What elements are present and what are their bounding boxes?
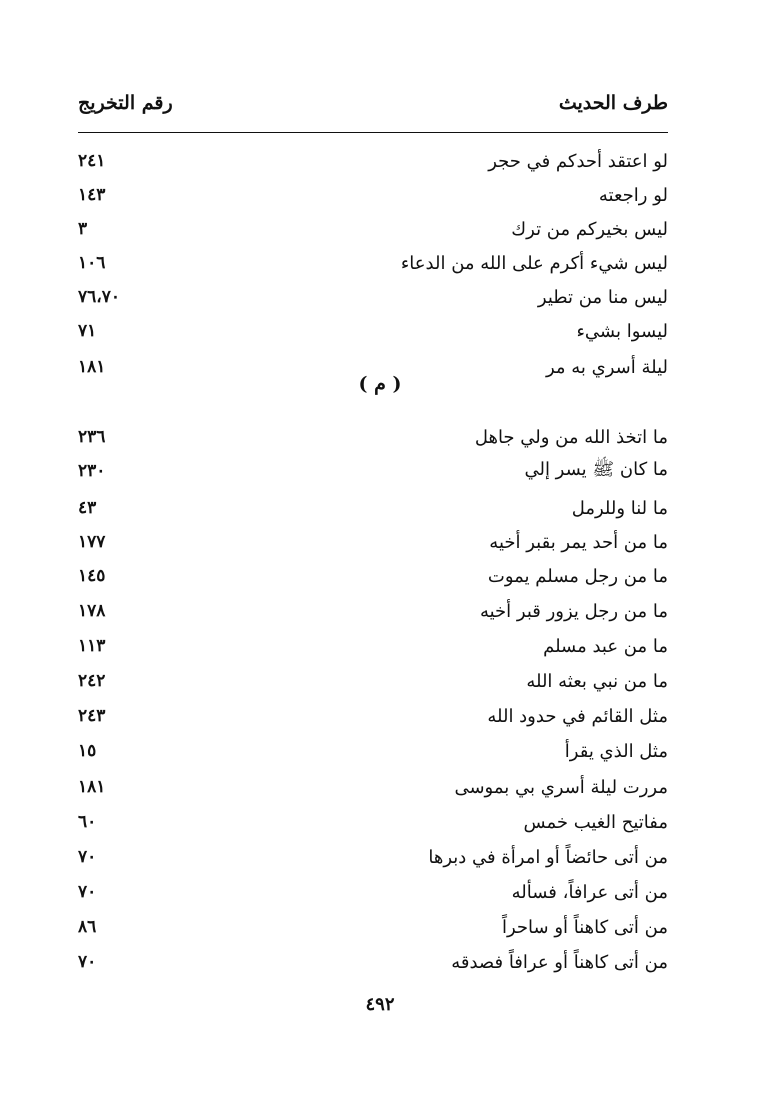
table-row	[78, 945, 668, 979]
row-number: ٨٦	[78, 917, 97, 937]
page-number: ٤٩٢	[365, 994, 395, 1015]
row-number: ٢٤٣	[78, 706, 106, 726]
row-number: ٢٣٠	[78, 461, 106, 481]
row-number: ١٠٦	[78, 253, 106, 273]
row-term: ما اتخذ الله من ولي جاهل	[474, 426, 668, 448]
row-term: من أتى حائضاً أو امرأة في دبرها	[428, 846, 668, 868]
row-term: ما من نبي بعثه الله	[526, 670, 668, 692]
table-row	[78, 805, 668, 839]
row-term: ما كان ﷺ يسر إلي	[524, 459, 668, 480]
row-number: ١٤٥	[78, 566, 106, 586]
table-row	[78, 664, 668, 698]
row-number: ١٧٨	[78, 601, 106, 621]
row-term: من أتى كاهناً أو ساحراً	[501, 916, 668, 938]
table-row	[78, 178, 668, 212]
row-term: لو راجعته	[598, 184, 668, 206]
row-number: ١١٣	[78, 636, 106, 656]
row-number: ١٧٧	[78, 532, 106, 552]
row-number: ٧٠	[78, 952, 97, 972]
row-number: ١٨١	[78, 777, 106, 797]
row-number: ١٥	[78, 741, 97, 761]
table-row	[78, 454, 668, 488]
row-number: ٣	[78, 219, 88, 239]
row-term: ما من رجل مسلم يموت	[487, 565, 668, 587]
header-number-column: رقم التخريج	[78, 92, 173, 114]
table-row	[78, 770, 668, 804]
row-term: مثل الذي يقرأ	[564, 740, 668, 762]
row-term: من أتى كاهناً أو عرافاً فصدقه	[451, 951, 668, 973]
row-number: ٧١	[78, 321, 97, 341]
table-row	[78, 314, 668, 348]
row-number: ١٨١	[78, 357, 106, 377]
row-term: لو اعتقد أحدكم في حجر	[488, 150, 668, 172]
row-term: مثل القائم في حدود الله	[487, 705, 668, 727]
row-term: ما من عبد مسلم	[543, 635, 668, 657]
row-term: مررت ليلة أسري بي بموسى	[454, 776, 668, 798]
table-row	[78, 910, 668, 944]
table-row	[78, 212, 668, 246]
row-term: ليس شيء أكرم على الله من الدعاء	[400, 252, 668, 274]
table-row	[78, 734, 668, 768]
row-number: ٤٣	[78, 498, 97, 518]
row-number: ٢٣٦	[78, 427, 106, 447]
table-row	[78, 875, 668, 909]
row-number: ٧٠	[78, 847, 97, 867]
table-row	[78, 144, 668, 178]
row-term: ليس منا من تطير	[537, 286, 668, 308]
table-row	[78, 280, 668, 314]
table-row	[78, 629, 668, 663]
row-number: ٧٦،٧٠	[78, 287, 121, 307]
header-rule	[78, 132, 668, 133]
row-number: ٧٠	[78, 882, 97, 902]
row-term: ليلة أسري به مر	[545, 356, 668, 378]
row-term: ما من رجل يزور قبر أخيه	[479, 600, 668, 622]
table-row	[78, 420, 668, 454]
section-heading: ( م )	[358, 373, 402, 395]
row-term: ما من أحد يمر بقبر أخيه	[489, 531, 668, 553]
header-term-column: طرف الحديث	[558, 92, 668, 114]
table-row	[78, 246, 668, 280]
table-row	[78, 594, 668, 628]
table-row	[78, 491, 668, 525]
table-row	[78, 559, 668, 593]
row-term: ليس بخيركم من ترك	[511, 218, 668, 240]
row-term: من أتى عرافاً، فسأله	[511, 881, 668, 903]
table-row	[78, 840, 668, 874]
row-number: ٦٠	[78, 812, 97, 832]
row-number: ٢٤٢	[78, 671, 106, 691]
table-row	[78, 699, 668, 733]
table-header	[78, 86, 668, 120]
row-term: ليسوا بشيء	[576, 320, 668, 342]
table-row	[78, 525, 668, 559]
row-number: ١٤٣	[78, 185, 106, 205]
row-term: مفاتيح الغيب خمس	[523, 811, 668, 833]
row-term: ما لنا وللرمل	[571, 497, 668, 519]
row-number: ٢٤١	[78, 151, 106, 171]
